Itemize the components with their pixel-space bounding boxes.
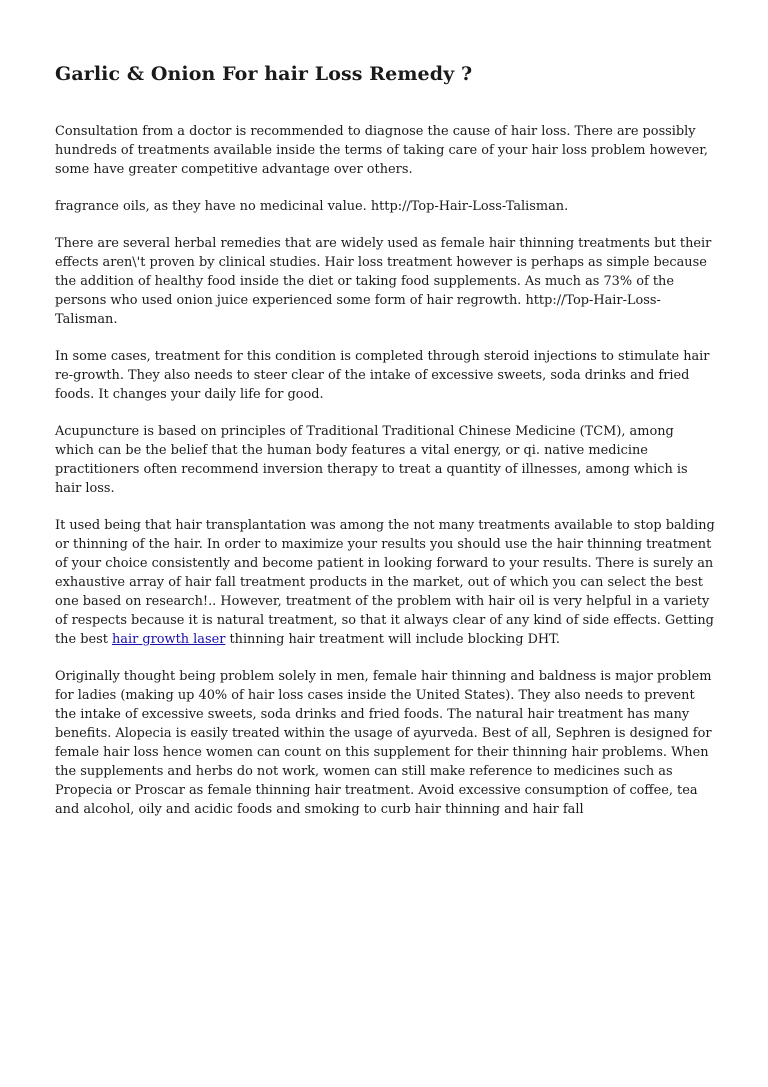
- paragraph-5: Acupuncture is based on principles of Traditional Traditional Chinese Medicine (TCM), among which can be the belief that the human body features a vital energy, or qi. native medicine practitioners often recommend inversion therapy to treat a quantity of illnesses, among which is hair loss.: [55, 424, 688, 496]
- paragraph-7: Originally thought being problem solely in men, female hair thinning and baldness is major problem for ladies (making up 40% of hair loss cases inside the United States). They also needs to prevent the intake of excessive sweets, soda drinks and fried foods. The natural hair treatment has many benefits. Alopecia is easily treated within the usage of ayurveda. Best of all, Sephren is designed for female hair loss hence women can count on this supplement for their thinning hair problems. When the supplements and herbs do not work, women can still make reference to medicines such as Propecia or Proscar as female thinning hair treatment. Avoid excessive consumption of coffee, tea and alcohol, oily and acidic foods and smoking to curb hair thinning and hair fall: [55, 669, 712, 817]
- page-title: Garlic & Onion For hair Loss Remedy ?: [55, 63, 473, 85]
- paragraph-6-text-before: It used being that hair transplantation was among the not many treatments available to stop balding or thinning of the hair. In order to maximize your results you should use the hair thinning treatment of your choice consistently and become patient in looking forward to your results. There is surely an exhaustive array of hair fall treatment products in the market, out of which you can select the best one based on research!.. However, treatment of the problem with hair oil is very helpful in a variety of respects because it is natural treatment, so that it always clear of any kind of side effects. Getting the best: [55, 518, 715, 647]
- paragraph-6: [55, 516, 715, 649]
- paragraph-6-text-after: thinning hair treatment will include blocking DHT.: [225, 632, 560, 647]
- paragraph-3: There are several herbal remedies that are widely used as female hair thinning treatments but their effects aren\'t proven by clinical studies. Hair loss treatment however is perhaps as simple because the addition of healthy food inside the diet or taking food supplements. As much as 73% of the persons who used onion juice experienced some form of hair regrowth. http://Top-Hair-Loss-Talisman.: [55, 236, 712, 327]
- paragraph-4: In some cases, treatment for this condition is completed through steroid injections to stimulate hair re-growth. They also needs to steer clear of the intake of excessive sweets, soda drinks and fried foods. It changes your daily life for good.: [55, 349, 710, 402]
- hair-growth-laser-link[interactable]: hair growth laser: [111, 632, 226, 647]
- document-page: [55, 60, 715, 837]
- paragraph-1: Consultation from a doctor is recommended to diagnose the cause of hair loss. There are possibly hundreds of treatments available inside the terms of taking care of your hair loss problem however, some have greater competitive advantage over others.: [55, 124, 709, 177]
- paragraph-2: fragrance oils, as they have no medicinal value. http://Top-Hair-Loss-Talisman.: [55, 199, 569, 214]
